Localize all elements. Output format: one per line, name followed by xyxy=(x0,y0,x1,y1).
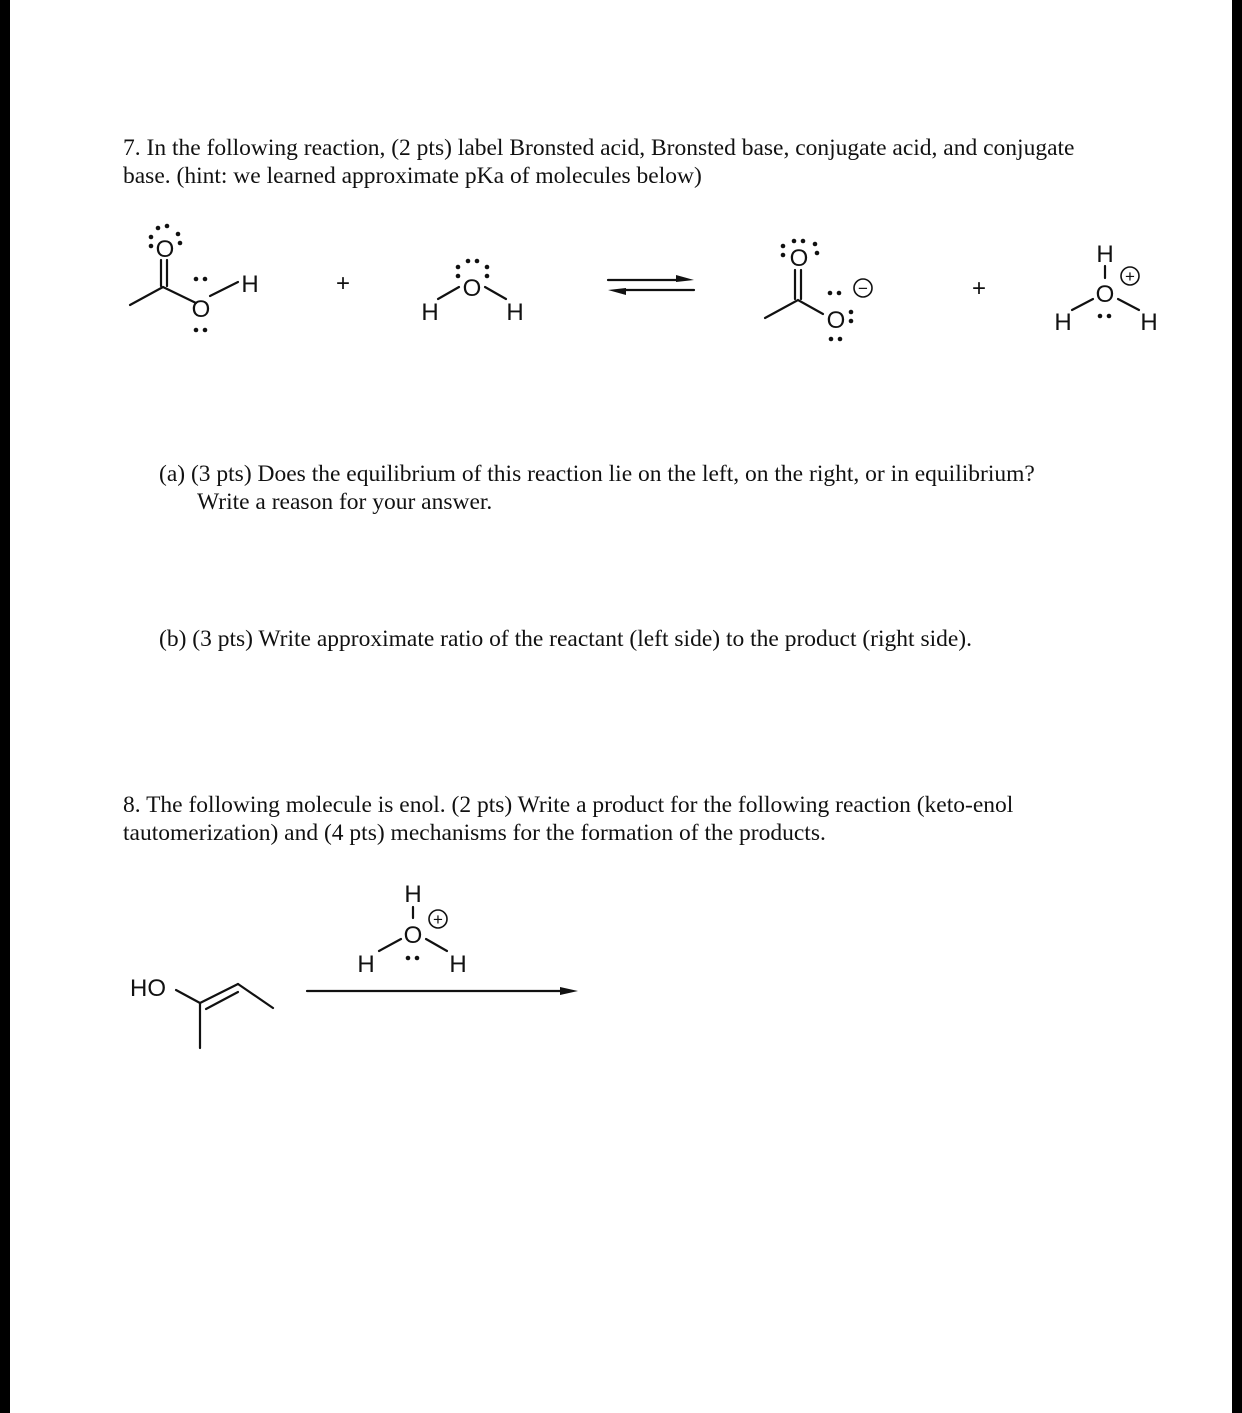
hydronium-o: O xyxy=(1095,281,1115,308)
plus-sign-2: + xyxy=(971,275,987,302)
part-a-line1: (a) (3 pts) Does the equilibrium of this reaction lie on the left, on the right, or in equilibrium? xyxy=(159,461,1035,487)
reagent-h-top: H xyxy=(404,881,422,908)
acetic-acid-hydroxyl-o: O xyxy=(191,296,211,323)
negative-charge-sign: − xyxy=(858,279,868,298)
enol-o-c-bond xyxy=(176,990,200,1003)
acetic-acid-carbonyl-o: O xyxy=(155,236,175,263)
hydronium-h-left: H xyxy=(1054,309,1072,336)
water-h-left: H xyxy=(421,299,439,326)
acetate-anion-o: O xyxy=(826,307,846,334)
reagent-h-left: H xyxy=(357,951,375,978)
plus-sign-1: + xyxy=(335,270,351,297)
q7-stem-line2: base. (hint: we learned approximate pKa of molecules below) xyxy=(123,163,702,189)
q8-stem-line2: tautomerization) and (4 pts) mechanisms for the formation of the products. xyxy=(123,820,826,846)
enol-ethyl-bond xyxy=(238,984,273,1008)
reagent-charge-sign: + xyxy=(433,910,443,929)
q8-reaction-scheme xyxy=(10,0,1232,1413)
water-h-right: H xyxy=(506,299,524,326)
enol-double-bond-a xyxy=(200,984,238,1003)
enol-structure xyxy=(130,975,273,1048)
positive-charge-sign: + xyxy=(1125,267,1135,286)
hydronium-h-top: H xyxy=(1096,241,1114,268)
hydronium-h-right: H xyxy=(1140,309,1158,336)
reagent-left-bond xyxy=(379,939,401,951)
reagent-o: O xyxy=(403,922,423,949)
reagent-right-bond xyxy=(426,939,447,951)
q8-stem-line1: 8. The following molecule is enol. (2 pts) Write a product for the following reaction (keto-enol xyxy=(123,792,1014,818)
acetic-acid-h: H xyxy=(241,271,259,298)
reaction-arrowhead xyxy=(560,987,578,995)
part-b: (b) (3 pts) Write approximate ratio of the reactant (left side) to the product (right side). xyxy=(159,626,972,652)
reagent-h-right: H xyxy=(449,951,467,978)
q7-stem-line1: 7. In the following reaction, (2 pts) label Bronsted acid, Bronsted base, conjugate acid, and conjugate xyxy=(123,135,1075,161)
reaction-arrow xyxy=(307,987,578,995)
worksheet-page xyxy=(10,0,1232,1413)
water-o: O xyxy=(462,275,482,302)
acetate-carbonyl-o: O xyxy=(789,245,809,272)
part-a-line2: Write a reason for your answer. xyxy=(197,489,493,515)
hydronium-reagent xyxy=(357,881,466,978)
enol-ho-label: HO xyxy=(130,975,166,1002)
enol-double-bond-b xyxy=(206,992,238,1009)
